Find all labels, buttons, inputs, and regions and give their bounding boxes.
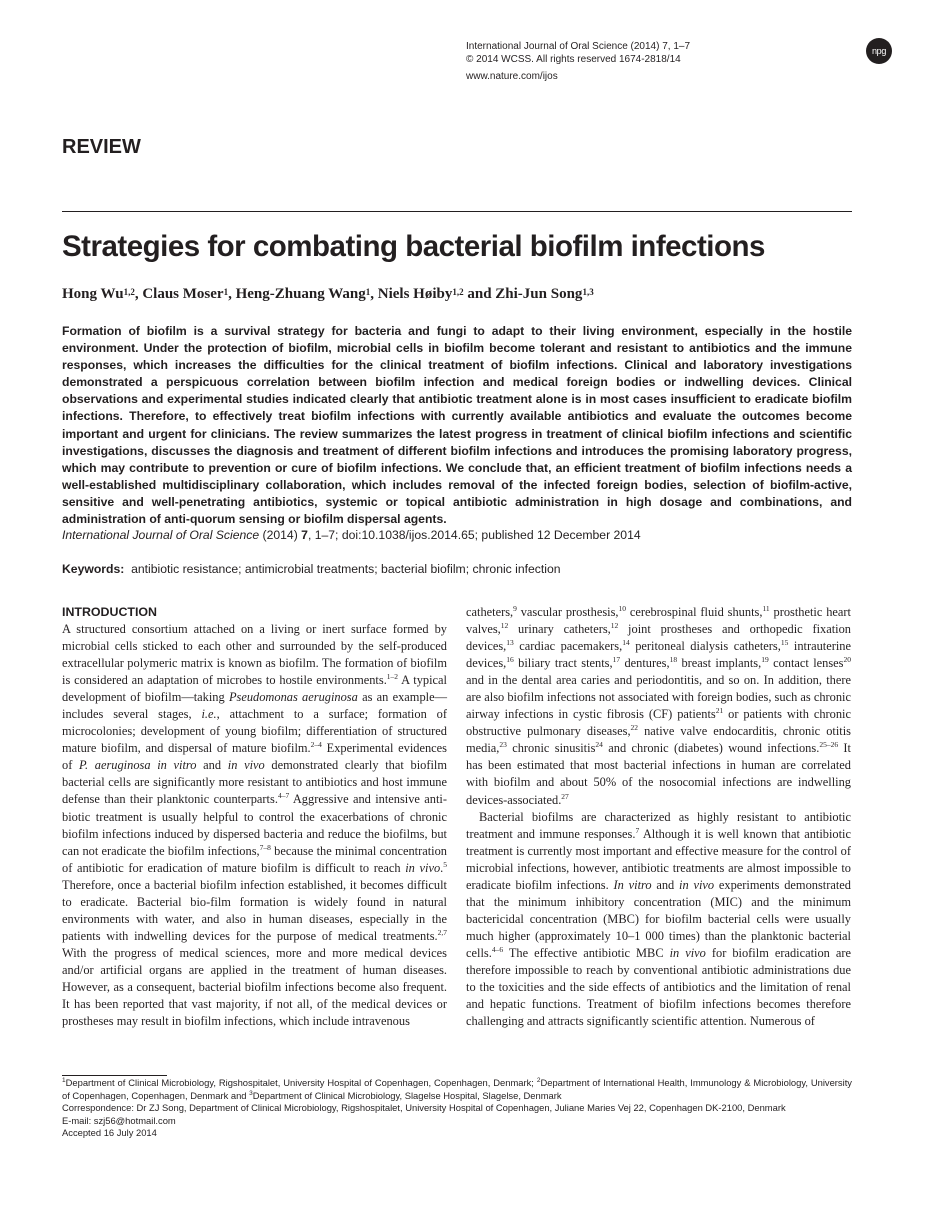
- text-run: or patients with chronic obstructive pulmonary diseases,: [466, 707, 851, 739]
- keywords-label: Keywords:: [62, 562, 125, 576]
- text-run: chronic sinusitis: [506, 741, 596, 756]
- npg-logo: npg: [866, 38, 892, 64]
- text-run: vascular prosthesis,: [516, 605, 619, 619]
- text-run: peritoneal dialysis catheters,: [629, 639, 781, 654]
- text-run: Bacterial biofilms are characterized as highly resistant to antibiotic treatment and immune responses.: [466, 809, 851, 841]
- journal-header: [466, 40, 866, 83]
- italic-term: in vivo: [669, 945, 706, 960]
- journal-citation-line: International Journal of Oral Science (2014) 7, 1–7: [466, 41, 691, 52]
- citation-ref[interactable]: 15: [780, 637, 789, 647]
- citation-ref[interactable]: 5: [443, 859, 448, 869]
- citation-ref[interactable]: 19: [761, 655, 769, 665]
- text-run: Department of Clinical Microbiology, Slagelse Hospital, Slagelse, Denmark: [252, 1089, 562, 1101]
- citation-ref[interactable]: 22: [630, 723, 639, 733]
- text-run: cardiac pacemakers,: [513, 639, 623, 654]
- text-run: urinary catheters,: [508, 622, 611, 637]
- citation-ref[interactable]: 14: [622, 637, 630, 647]
- author-list: [62, 284, 594, 304]
- article-title: Strategies for combating bacterial biofilm infections: [62, 230, 765, 263]
- text-run: as an example—includes several stages,: [62, 690, 447, 722]
- author-separator: ,: [370, 286, 378, 302]
- citation-ref[interactable]: 13: [506, 637, 514, 647]
- italic-term: in vivo: [405, 860, 441, 875]
- italic-term: Pseudomonas aeruginosa: [228, 690, 358, 705]
- text-run: cerebrospinal fluid shunts,: [626, 605, 763, 619]
- body-column-left: [62, 604, 447, 1030]
- journal-url[interactable]: www.nature.com/ijos: [466, 71, 558, 82]
- copyright-line: © 2014 WCSS. All rights reserved 1674-2818/14: [466, 54, 681, 65]
- citation-ref[interactable]: 2–4: [310, 740, 322, 750]
- footnote-divider: [62, 1075, 167, 1076]
- author-affiliation-ref: 1,2: [123, 287, 135, 297]
- keywords: [62, 561, 852, 578]
- text-run: for biofilm eradication are therefore impossible to reach by conventional antibiotic administrations due to the toxicities and the side effects of antibiotics and the limitation of renal and hepatic functions. Treatment of biofilm infections becomes therefore challenging and attracts significantly scientific attention. Numerous of: [466, 945, 852, 1029]
- citation-ref[interactable]: 7–8: [259, 842, 271, 852]
- citation-ref[interactable]: 23: [499, 740, 507, 750]
- citation-ref[interactable]: 7: [635, 825, 640, 835]
- italic-term: i.e.: [201, 707, 217, 722]
- citation-journal: International Journal of Oral Science: [62, 528, 260, 542]
- body-paragraph: [466, 604, 851, 809]
- text-run: Department of Clinical Microbiology, Rigshospitalet, University Hospital of Copenhagen, Copenhagen, Denmark;: [65, 1077, 537, 1088]
- body-paragraph: [62, 621, 447, 1030]
- footnotes: [62, 1077, 852, 1140]
- text-run: contact lenses: [768, 656, 844, 671]
- author-name: Claus Moser: [142, 286, 224, 302]
- author-name: Heng-Zhuang Wang: [235, 286, 366, 302]
- article-citation: [62, 527, 852, 544]
- body-column-right: [466, 604, 851, 1030]
- citation-ref[interactable]: 4–6: [491, 944, 504, 954]
- text-run: Although it is well known that antibiotic treatment is currently most important and effective measure for the control of microbial infections, however, antibiotic treatments are almost impossible to eradicate biofilm infections.: [466, 826, 851, 892]
- text-run: intrauterine devices,: [466, 639, 851, 671]
- citation-ref[interactable]: 3: [249, 1089, 253, 1097]
- author-name: Zhi-Jun Song: [495, 286, 583, 302]
- text-run: and in the dental area caries and periodontitis, and so on. In addition, there are also biofilm infections not associated with foreign bodies, such as chronic airway infections in cystic fibrosis (CF) patients: [466, 673, 851, 722]
- text-run: The effective antibiotic MBC: [503, 945, 670, 960]
- citation-ref[interactable]: 12: [500, 620, 509, 630]
- citation-ref[interactable]: 11: [762, 603, 770, 613]
- body-paragraph: [466, 809, 851, 1031]
- author-affiliation-ref: 1: [223, 287, 229, 297]
- author-affiliation-ref: 1,2: [452, 287, 464, 297]
- citation-ref[interactable]: 21: [715, 706, 724, 716]
- citation-ref[interactable]: 16: [506, 655, 514, 665]
- citation-ref[interactable]: 17: [612, 655, 621, 665]
- citation-ref[interactable]: 2,7: [437, 927, 447, 937]
- correspondence: Correspondence: Dr ZJ Song, Department of Clinical Microbiology, Rigshospitalet, University Hospital of Copenhagen, Juliane Maries Vej 22, Copenhagen DK-2100, Denmark: [62, 1102, 786, 1114]
- text-run: Experimental evidences of: [62, 741, 447, 773]
- text-run: dentures,: [620, 656, 670, 671]
- text-run: breast implants,: [677, 656, 762, 671]
- text-run: biliary tract stents,: [513, 656, 613, 671]
- text-run: prosthetic heart valves,: [466, 605, 851, 637]
- citation-ref[interactable]: 24: [595, 740, 603, 750]
- text-run: With the progress of medical sciences, more and more medical devices and/or artificial organs are applied in the treatment of human diseases. However, as a consequent, bacterial biofilm infections become also frequent. It has been reported that vast majority, if not all, of the medical devices or prostheses may result in biofilm infections, which include intravenous: [62, 945, 447, 1029]
- italic-term: in vivo: [679, 877, 715, 892]
- citation-ref[interactable]: 18: [669, 655, 678, 665]
- text-run: A structured consortium attached on a living or inert surface formed by microbial cells sticked to each other and surrounded by the self-produced extracellular polymeric matrix is known as biofilm. The formation of biofilm is considered an adaptation of microbes to hostile environments.: [62, 622, 447, 688]
- keywords-text: antibiotic resistance; antimicrobial treatments; bacterial biofilm; chronic infection: [131, 562, 561, 576]
- italic-term: P. aeruginosa in vitro: [79, 758, 197, 773]
- text-run: joint prostheses and orthopedic fixation devices,: [466, 622, 851, 654]
- citation-ref[interactable]: 12: [610, 620, 619, 630]
- citation-ref[interactable]: 25–26: [819, 740, 839, 750]
- citation-ref[interactable]: 1–2: [386, 672, 399, 682]
- italic-term: In vitro: [613, 877, 652, 892]
- citation-ref[interactable]: 20: [843, 655, 852, 665]
- author-name: Hong Wu: [62, 286, 124, 302]
- header-divider: [62, 211, 852, 212]
- introduction-heading: INTRODUCTION: [62, 605, 157, 619]
- text-run: and: [196, 758, 228, 773]
- citation-ref[interactable]: 2: [536, 1076, 541, 1084]
- author-affiliation-ref: 1,3: [582, 287, 594, 297]
- text-run: Therefore, once a bacterial biofilm infection established, it becomes difficult to eradicate. Bacterial bio-film formation is widely found in natural environments with water, and also in human diseases, especially in the patients with indwelling devices for the purpose of medical treatments.: [62, 877, 447, 943]
- text-run: .: [440, 860, 444, 875]
- author-separator: ,: [134, 286, 143, 302]
- author-separator: and: [463, 286, 496, 302]
- citation-year: (2014): [259, 528, 302, 542]
- author-separator: ,: [228, 286, 236, 302]
- accepted-date: Accepted 16 July 2014: [62, 1127, 157, 1139]
- citation-ref[interactable]: 4–7: [277, 791, 290, 801]
- text-run: catheters,: [466, 605, 514, 619]
- citation-ref[interactable]: 9: [513, 603, 517, 613]
- citation-volume: 7: [301, 528, 308, 542]
- email[interactable]: E-mail: szj56@hotmail.com: [62, 1114, 176, 1126]
- citation-ref[interactable]: 27: [561, 791, 569, 801]
- affiliations: [62, 1077, 852, 1102]
- text-run: demonstrated clearly that biofilm bacterial cells are significantly more resistant to antibiotics and host immune defense than their planktonic counterparts.: [62, 758, 447, 807]
- text-run: A typical development of biofilm—taking: [62, 673, 447, 705]
- author-name: Niels Høiby: [377, 286, 453, 302]
- text-run: , attachment to a surface; formation of microcolonies; development of young biofilm; differentiation of structured mature biofilm, and dispersal of mature biofilm.: [62, 707, 447, 756]
- text-run: and chronic (diabetes) wound infections.: [602, 741, 820, 756]
- abstract: Formation of biofilm is a survival strategy for bacteria and fungi to adapt to their living environment, especially in the hostile environment. Under the protection of biofilm, microbial cells in biofilm become tolerant and resistant to antibiotics and the immune responses, which increases the difficulties for the clinical treatment of biofilm infections. Clinical and laboratory investigations demonstrated a perspicuous correlation between biofilm infection and medical foreign bodies or indwelling devices. Clinical observations and experimental studies indicated clearly that antibiotic treatment alone is in most cases insufficient to eradicate biofilm infections. Therefore, to effectively treat biofilm infections with currently available antibiotics and evaluate the outcomes become important and urgent for clinicians. The review summarizes the latest progress in treatment of clinical biofilm infections and scientific investigations, discusses the diagnosis and treatment of different biofilm infections and introduces the promising laboratory progress, which may contribute to prevention or cure of biofilm infections. We conclude that, an efficient treatment of biofilm infections needs a well-established multidisciplinary collaboration, which includes removal of the infected foreign bodies, selection of biofilm-active, sensitive and well-penetrating antibiotics, systemic or topical antibiotic administration in high dosage and combinations, and administration of anti-quorum sensing or biofilm dispersal agents.: [62, 324, 852, 527]
- text-run: experiments demonstrated that the minimum inhibitory concentration (MIC) and the minimum bactericidal concentration (MBC) for biofilm bacterial cells were usually much higher (approximately 10–1 000 times) than the planktonic bacterial cells.: [466, 877, 851, 960]
- text-run: Aggressive and intensive anti-biotic treatment is usually helpful to control the exacerbations of chronic biofilm infections induced by dispersed bacteria and reduce the biofilms, but can not eradicate the biofilm infections,: [62, 792, 447, 858]
- section-label: REVIEW: [62, 136, 141, 158]
- citation-ref[interactable]: 1: [62, 1076, 66, 1084]
- italic-term: in vivo: [227, 758, 265, 773]
- text-run: native valve endocarditis, chronic otitis media,: [466, 724, 851, 756]
- text-run: It has been estimated that most bacterial infections in human are correlated with biofilm and about 50% of the nosocomial infections are indwelling devices-associated.: [466, 741, 851, 807]
- citation-ref[interactable]: 10: [618, 603, 626, 613]
- citation-doi[interactable]: , 1–7; doi:10.1038/ijos.2014.65; published 12 December 2014: [307, 528, 641, 542]
- text-run: because the minimal concentration of antibiotic for eradication of mature biofilm is difficult to reach: [62, 843, 447, 875]
- text-run: and: [651, 877, 680, 892]
- text-run: Department of International Health, Immunology & Microbiology, University of Copenhagen, Copenhagen, Denmark and: [62, 1077, 852, 1101]
- author-affiliation-ref: 1: [365, 287, 371, 297]
